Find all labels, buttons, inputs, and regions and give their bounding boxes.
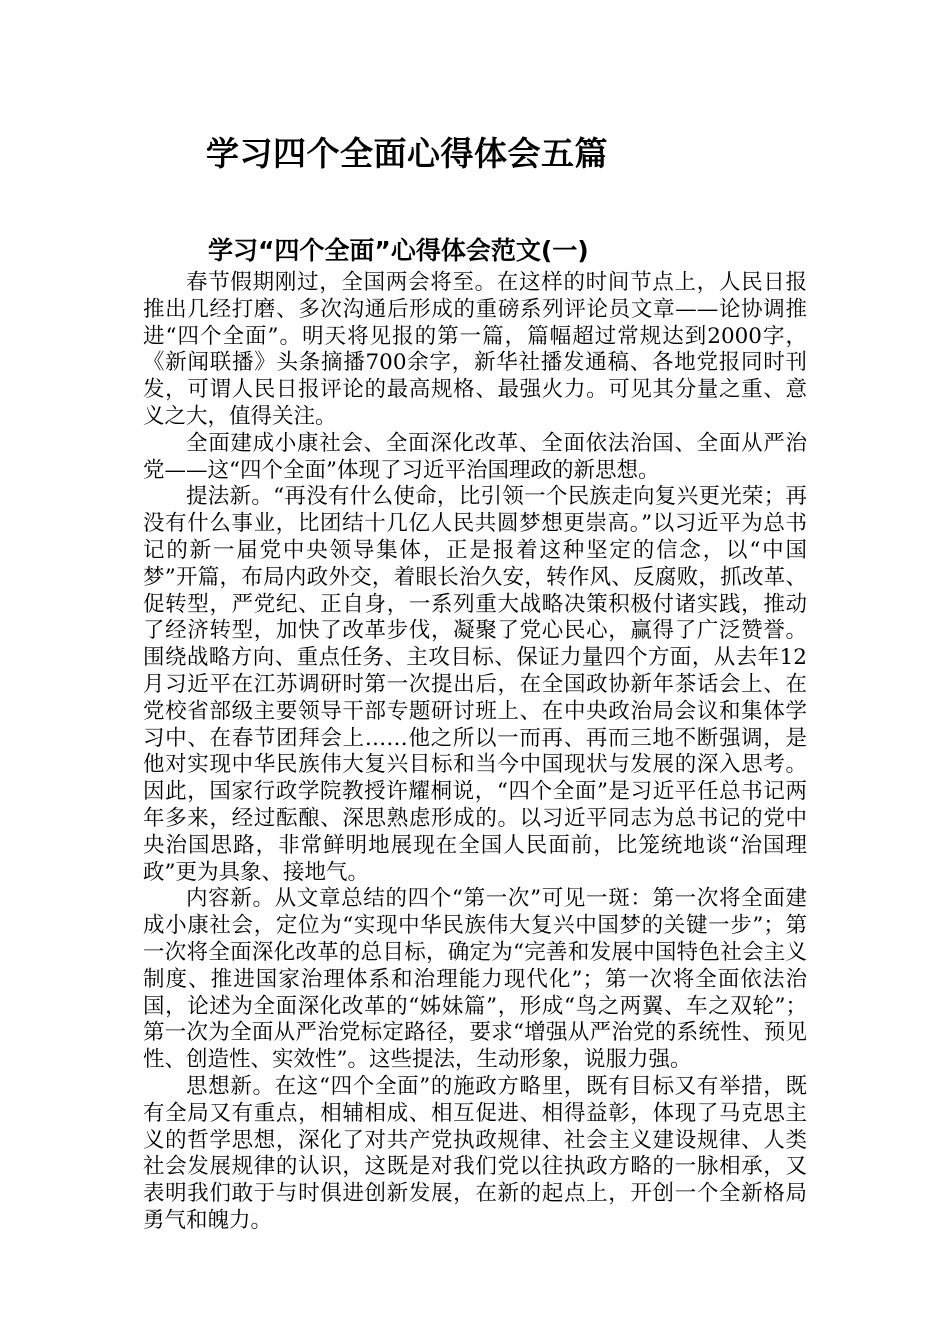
paragraph: 春节假期刚过，全国两会将至。在这样的时间节点上，人民日报推出几经打磨、多次沟通后形成的重磅系列评论员文章——论协调推进“四个全面”。明天将见报的第一篇，篇幅超过常规达到2000字，《新闻联播》头条摘播700余字，新华社播发通稿、各地党报同时刊发，可谓人民日报评论的最高规格、最强火力。可见其分量之重、意义之大，值得关注。	[143, 270, 807, 429]
paragraph: 内容新。从文章总结的四个“第一次”可见一斑：第一次将全面建成小康社会，定位为“实现中华民族伟大复兴中国梦的关键一步”；第一次将全面深化改革的总目标，确定为“完善和发展中国特色社会主义制度、推进国家治理体系和治理能力现代化”；第一次将全面依法治国，论述为全面深化改革的“姊妹篇”，形成“鸟之两翼、车之双轮”；第一次为全面从严治党标定路径，要求“增强从严治党的系统性、预见性、创造性、实效性”。这些提法，生动形象，说服力强。	[143, 886, 807, 1073]
paragraph: 提法新。“再没有什么使命，比引领一个民族走向复兴更光荣；再没有什么事业，比团结十几亿人民共圆梦想更崇高。”以习近平为总书记的新一届党中央领导集体，正是报着这种坚定的信念，以“中国梦”开篇，布局内政外交，着眼长治久安，转作风、反腐败，抓改革、促转型，严党纪、正自身，一系列重大战略决策积极付诸实践，推动了经济转型，加快了改革步伐，凝聚了党心民心，赢得了广泛赞誉。围绕战略方向、重点任务、主攻目标、保证力量四个方面，从去年12月习近平在江苏调研时第一次提出后，在全国政协新年茶话会上、在党校省部级主要领导干部专题研讨班上、在中央政治局会议和集体学习中、在春节团拜会上……他之所以一而再、再而三地不断强调，是他对实现中华民族伟大复兴目标和当今中国现状与发展的深入思考。因此，国家行政学院教授许耀桐说，“四个全面”是习近平任总书记两年多来，经过酝酿、深思熟虑形成的。以习近平同志为总书记的党中央治国思路，非常鲜明地展现在全国人民面前，比笼统地谈“治国理政”更为具象、接地气。	[143, 484, 807, 885]
document-title: 学习四个全面心得体会五篇	[206, 134, 608, 173]
paragraph: 思想新。在这“四个全面”的施政方略里，既有目标又有举措，既有全局又有重点，相辅相成、相互促进、相得益彰，体现了马克思主义的哲学思想，深化了对共产党执政规律、社会主义建设规律、人类社会发展规律的认识，这既是对我们党以往执政方略的一脉相承，又表明我们敢于与时俱进创新发展，在新的起点上，开创一个全新格局勇气和魄力。	[143, 1073, 807, 1233]
article-body	[143, 270, 807, 1235]
section-heading: 学习“四个全面”心得体会范文(一)	[208, 236, 589, 265]
paragraph: 全面建成小康社会、全面深化改革、全面依法治国、全面从严治党——这“四个全面”体现了习近平治国理政的新思想。	[143, 430, 807, 483]
